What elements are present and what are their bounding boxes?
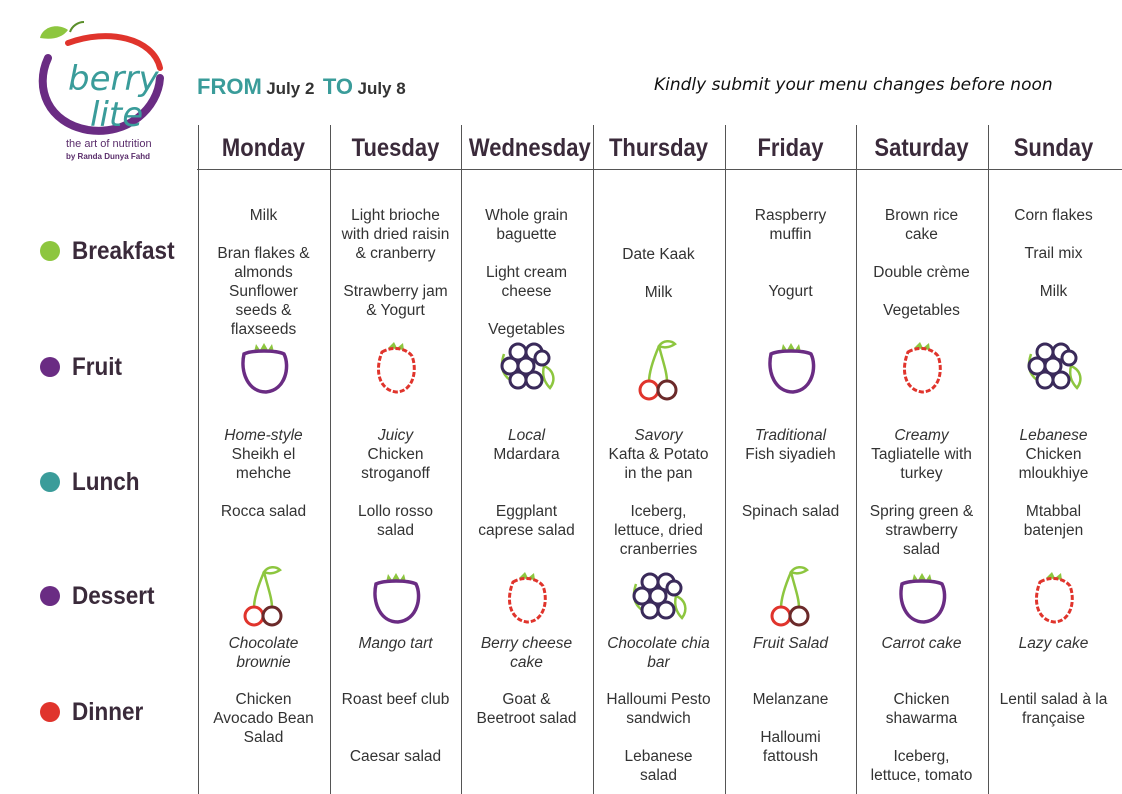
menu-item-text: fattoush [762,748,819,765]
to-label: TO [322,74,354,99]
menu-item-text: Melanzane [752,691,829,708]
menu-item-text: almonds [234,264,293,281]
menu-item-text: with dried raisin [341,226,450,243]
lunch-salad [198,502,329,521]
meal-label: Breakfast [72,236,175,265]
lunch-style: Juicy [377,427,414,444]
menu-item-text: Halloumi [760,729,821,746]
menu-item-text: Chicken [235,691,292,708]
lunch-main: Sheikh el [231,446,296,463]
salad-text: Spinach salad [741,503,840,520]
brand-tagline: the art of nutrition [66,138,152,150]
menu-item-text: Corn flakes [1014,207,1093,224]
raspberry-icon [856,336,987,404]
meal-row-breakfast [40,235,186,267]
lunch-main: turkey [900,465,943,482]
lunch-cell [593,426,724,483]
menu-item-text: muffin [769,226,812,243]
salad-text: Lollo rosso [358,503,433,520]
breakfast-cell [198,206,329,339]
brand-byline: by Randa Dunya Fahd [66,152,151,161]
meal-dot-icon [40,241,60,261]
meal-dot-icon [40,472,60,492]
salad-text: caprese salad [478,522,575,539]
menu-item-text: & cranberry [355,245,436,262]
menu-item-text: cake [905,226,938,243]
meal-label: Dessert [72,581,155,610]
plum-icon [330,566,461,634]
lunch-cell [988,426,1119,483]
lunch-main: Fish siyadieh [745,446,836,463]
menu-item-text: Goat & [502,691,551,708]
menu-item-text: shawarma [885,710,958,727]
menu-item-text: Yogurt [768,283,813,300]
lunch-main: in the pan [624,465,693,482]
lunch-main: Chicken [1025,446,1082,463]
menu-item-text: Lentil salad à la [999,691,1108,708]
breakfast-cell [593,226,724,302]
dessert-text: Carrot cake [881,635,962,652]
plum-icon [198,336,329,404]
dessert-text: cake [510,654,543,671]
dessert-cell [461,634,592,672]
lunch-style: Traditional [754,427,827,444]
lunch-cell [198,426,329,483]
grapes-icon [461,336,592,404]
grapes-icon [988,336,1119,404]
dessert-text: Fruit Salad [753,635,828,652]
menu-item-text: Milk [249,207,278,224]
menu-item-text: Milk [644,284,673,301]
lunch-salad [461,502,592,540]
day-header-wednesday: Wednesday [468,134,591,162]
lunch-cell [461,426,592,464]
day-header-monday: Monday [221,134,306,162]
dessert-text: Berry cheese [480,635,573,652]
meal-dot-icon [40,357,60,377]
salad-text: salad [902,541,941,558]
meal-row-dinner [40,696,151,728]
cherry-icon [593,336,724,404]
day-header-sunday: Sunday [1013,134,1094,162]
breakfast-cell [988,206,1119,301]
menu-item-text: sandwich [626,710,691,727]
lunch-salad [330,502,461,540]
breakfast-cell [725,206,856,301]
dessert-cell [856,634,987,653]
menu-item-text: & Yogurt [366,302,425,319]
menu-item-text: baguette [496,226,557,243]
lunch-main: mloukhiye [1018,465,1089,482]
menu-item-text: Chicken [893,691,950,708]
day-header-tuesday: Tuesday [351,134,440,162]
menu-item-text: française [1022,710,1085,727]
to-date: July 8 [357,79,406,98]
dessert-cell [988,634,1119,653]
day-header-thursday: Thursday [608,134,709,162]
lunch-main: Chicken [367,446,424,463]
dinner-cell [461,690,592,728]
salad-text: Rocca salad [220,503,307,520]
menu-item-text: Caesar salad [349,748,442,765]
lunch-main: Mdardara [493,446,560,463]
menu-item-text: Trail mix [1024,245,1083,262]
menu-item-text: Milk [1039,283,1068,300]
dinner-cell [988,690,1119,728]
dinner-cell [330,690,461,766]
dessert-text: Lazy cake [1018,635,1089,652]
raspberry-icon [330,336,461,404]
breakfast-cell [461,206,592,339]
salad-text: Mtabbal [1025,503,1082,520]
dessert-text: Mango tart [358,635,433,652]
dessert-cell [593,634,724,672]
raspberry-icon [461,566,592,634]
raspberry-icon [988,566,1119,634]
dessert-cell [198,634,329,672]
dinner-cell [725,690,856,766]
lunch-cell [725,426,856,464]
lunch-style: Lebanese [1019,427,1088,444]
menu-item-text: Light brioche [351,207,440,224]
lunch-cell [330,426,461,483]
meal-dot-icon [40,702,60,722]
breakfast-cell [330,206,461,320]
dinner-cell [198,690,329,747]
salad-text: salad [376,522,415,539]
breakfast-cell [856,206,987,320]
menu-item-text: Double crème [873,264,970,281]
menu-item-text: Iceberg, [893,748,950,765]
menu-item-text: Vegetables [883,302,960,319]
logo-mark-icon [28,18,178,138]
meal-label: Fruit [72,352,122,381]
lunch-style: Creamy [894,427,949,444]
header-divider [197,169,1122,170]
menu-item-text: Brown rice [884,207,959,224]
lunch-style: Home-style [224,427,303,444]
day-header-friday: Friday [757,134,824,162]
lunch-main: mehche [235,465,292,482]
svg-text:berry: berry [68,59,159,99]
menu-item-text: Whole grain [485,207,568,224]
meal-row-lunch [40,466,147,498]
date-range [197,74,406,100]
menu-item-text: Avocado Bean [213,710,314,727]
salad-text: batenjen [1023,522,1084,539]
menu-item-text: Lebanese [624,748,693,765]
lunch-salad [593,502,724,559]
cherry-icon [725,562,856,630]
lunch-salad [725,502,856,521]
submission-notice: Kindly submit your menu changes before noon [654,75,1053,95]
dessert-text: bar [647,654,670,671]
menu-item-text: Light cream [486,264,567,281]
meal-row-dessert [40,580,164,612]
menu-item-text: Roast beef club [341,691,450,708]
lunch-main: stroganoff [361,465,430,482]
menu-item-text: Vegetables [488,321,565,338]
salad-text: lettuce, dried [614,522,703,539]
salad-text: strawberry [885,522,958,539]
salad-text: Spring green & [869,503,974,520]
menu-item-text: Sunflower [229,283,298,300]
dessert-text: Chocolate [228,635,299,652]
lunch-cell [856,426,987,483]
meal-label: Lunch [72,467,140,496]
meal-dot-icon [40,586,60,606]
day-header-saturday: Saturday [874,134,969,162]
menu-item-text: seeds & [235,302,292,319]
menu-item-text: Raspberry [754,207,827,224]
lunch-salad [988,502,1119,540]
dessert-cell [330,634,461,653]
menu-item-text: Date Kaak [622,246,695,263]
menu-item-text: salad [639,767,678,784]
cherry-icon [198,562,329,630]
grapes-icon [593,566,724,634]
svg-text:lite: lite [90,95,144,135]
plum-icon [725,336,856,404]
lunch-main: Kafta & Potato [608,446,709,463]
salad-text: cranberries [619,541,698,558]
menu-item-text: cheese [501,283,552,300]
menu-item-text: Bran flakes & [217,245,310,262]
dinner-cell [856,690,987,785]
menu-item-text: Halloumi Pesto [606,691,711,708]
meal-row-fruit [40,351,128,383]
dinner-cell [593,690,724,785]
from-label: FROM [197,74,262,99]
dessert-text: brownie [236,654,291,671]
lunch-style: Savory [634,427,683,444]
dessert-text: Chocolate chia [607,635,710,652]
lunch-main: Tagliatelle with [871,446,972,463]
salad-text: Iceberg, [630,503,687,520]
dessert-cell [725,634,856,653]
lunch-style: Local [507,427,546,444]
menu-item-text: lettuce, tomato [870,767,973,784]
salad-text: Eggplant [495,503,558,520]
lunch-salad [856,502,987,559]
from-date: July 2 [266,79,315,98]
menu-item-text: Strawberry jam [343,283,448,300]
menu-item-text: flaxseeds [230,321,297,338]
plum-icon [856,566,987,634]
meal-label: Dinner [72,697,144,726]
menu-item-text: Beetroot salad [476,710,577,727]
menu-item-text: Salad [243,729,284,746]
